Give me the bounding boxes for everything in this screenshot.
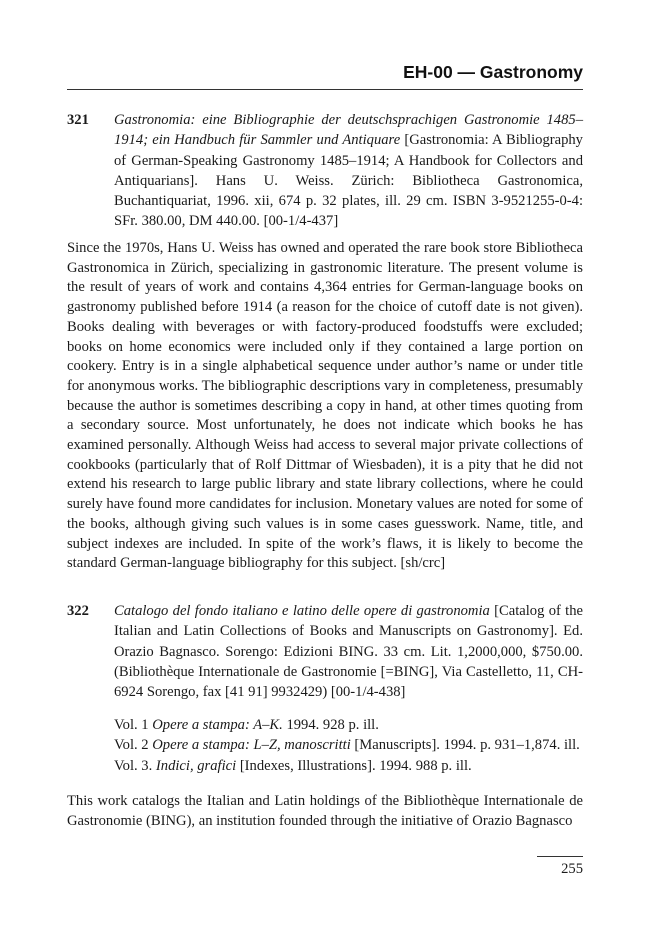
entry-number: 322 xyxy=(67,603,89,619)
running-header: EH-00 — Gastronomy xyxy=(403,62,583,82)
volume-list xyxy=(114,715,584,776)
entry-details: [Catalog of the Italian and Latin Collections of Books and Manuscripts on Gastronomy]. Ed. Orazio Bagnasco. Sorengo: Edizioni BING. 33 cm. Lit. 1,2000,000, $750.00. (Bibliothèque Internationale de Gastronomie [=BING], Via Castelletto, 11, CH-6924 Sorengo, fax [41 91] 9932429) [00-1/4-438] xyxy=(114,603,583,701)
entry-title: Catalogo del fondo italiano e latino delle opere di gastronomia xyxy=(114,603,490,619)
entry-citation xyxy=(114,110,583,232)
header-rule xyxy=(67,89,583,90)
entry-title: Gastronomia: eine Bibliographie der deutschsprachigen Gastronomie 1485–1914; ein Handbuch für Sammler und Antiquare xyxy=(114,112,583,149)
folio-rule xyxy=(537,856,583,857)
entry-number: 321 xyxy=(67,112,89,128)
entry-321-annotation: Since the 1970s, Hans U. Weiss has owned and operated the rare book store Bibliotheca Gastronomica in Zürich, specializing in gastronomic literature. The present volume is the result of years of work and contains 4,364 entries for German-language books on gastronomy published before 1914 (a reason for the choice of cutoff date is not given). Books dealing with beverages or with factory-produced foodstuffs were excluded; books on home economics were included only if they contained a large portion on cookery. Entry is in a single alphabetical sequence under author’s name or under title for anonymous works. The bibliographic descriptions vary in completeness, presumably because the author is sometimes describing a copy in hand, at other times quoting from a secondary source. Most unfortunately, he does not indicate which books he has examined personally. Although Weiss had access to several major private collections of cookbooks (particularly that of Rolf Dittmar of Wiesbaden), it is a pity that he did not extend his research to large public library and state library collections, where he could surely have found more candidates for inclusion. Monetary values are noted for some of the books, although giving such values is in some cases guesswork. Name, title, and subject indexes are included. In spite of the work’s flaws, it is likely to become the standard German-language bibliography for this subject. [sh/crc] xyxy=(67,240,583,572)
entry-citation xyxy=(114,601,583,702)
volume-item: Vol. 2 Opere a stampa: L–Z, manoscritti [Manuscripts]. 1994. p. 931–1,874. ill. xyxy=(114,737,580,754)
page-number: 255 xyxy=(561,861,583,877)
entry-322 xyxy=(67,601,583,702)
volume-item: Vol. 3. Indici, grafici [Indexes, Illustrations]. 1994. 988 p. ill. xyxy=(114,757,472,774)
entry-322-annotation: This work catalogs the Italian and Latin holdings of the Bibliothèque Internationale de Gastronomie (BING), an institution founded through the initiative of Orazio Bagnasco xyxy=(67,793,583,829)
entry-details: [Gastronomia: A Bibliography of German-Speaking Gastronomy 1485–1914; A Handbook for Collectors and Antiquarians]. Hans U. Weiss. Zürich: Bibliotheca Gastronomica, Buchantiquariat, 1996. xii, 674 p. 32 plates, ill. 29 cm. ISBN 3-9521255-0-4: SFr. 380.00, DM 440.00. [00-1/4-437] xyxy=(114,132,583,230)
entry-321 xyxy=(67,110,583,232)
volume-item: Vol. 1 Opere a stampa: A–K. 1994. 928 p. ill. xyxy=(114,717,379,733)
